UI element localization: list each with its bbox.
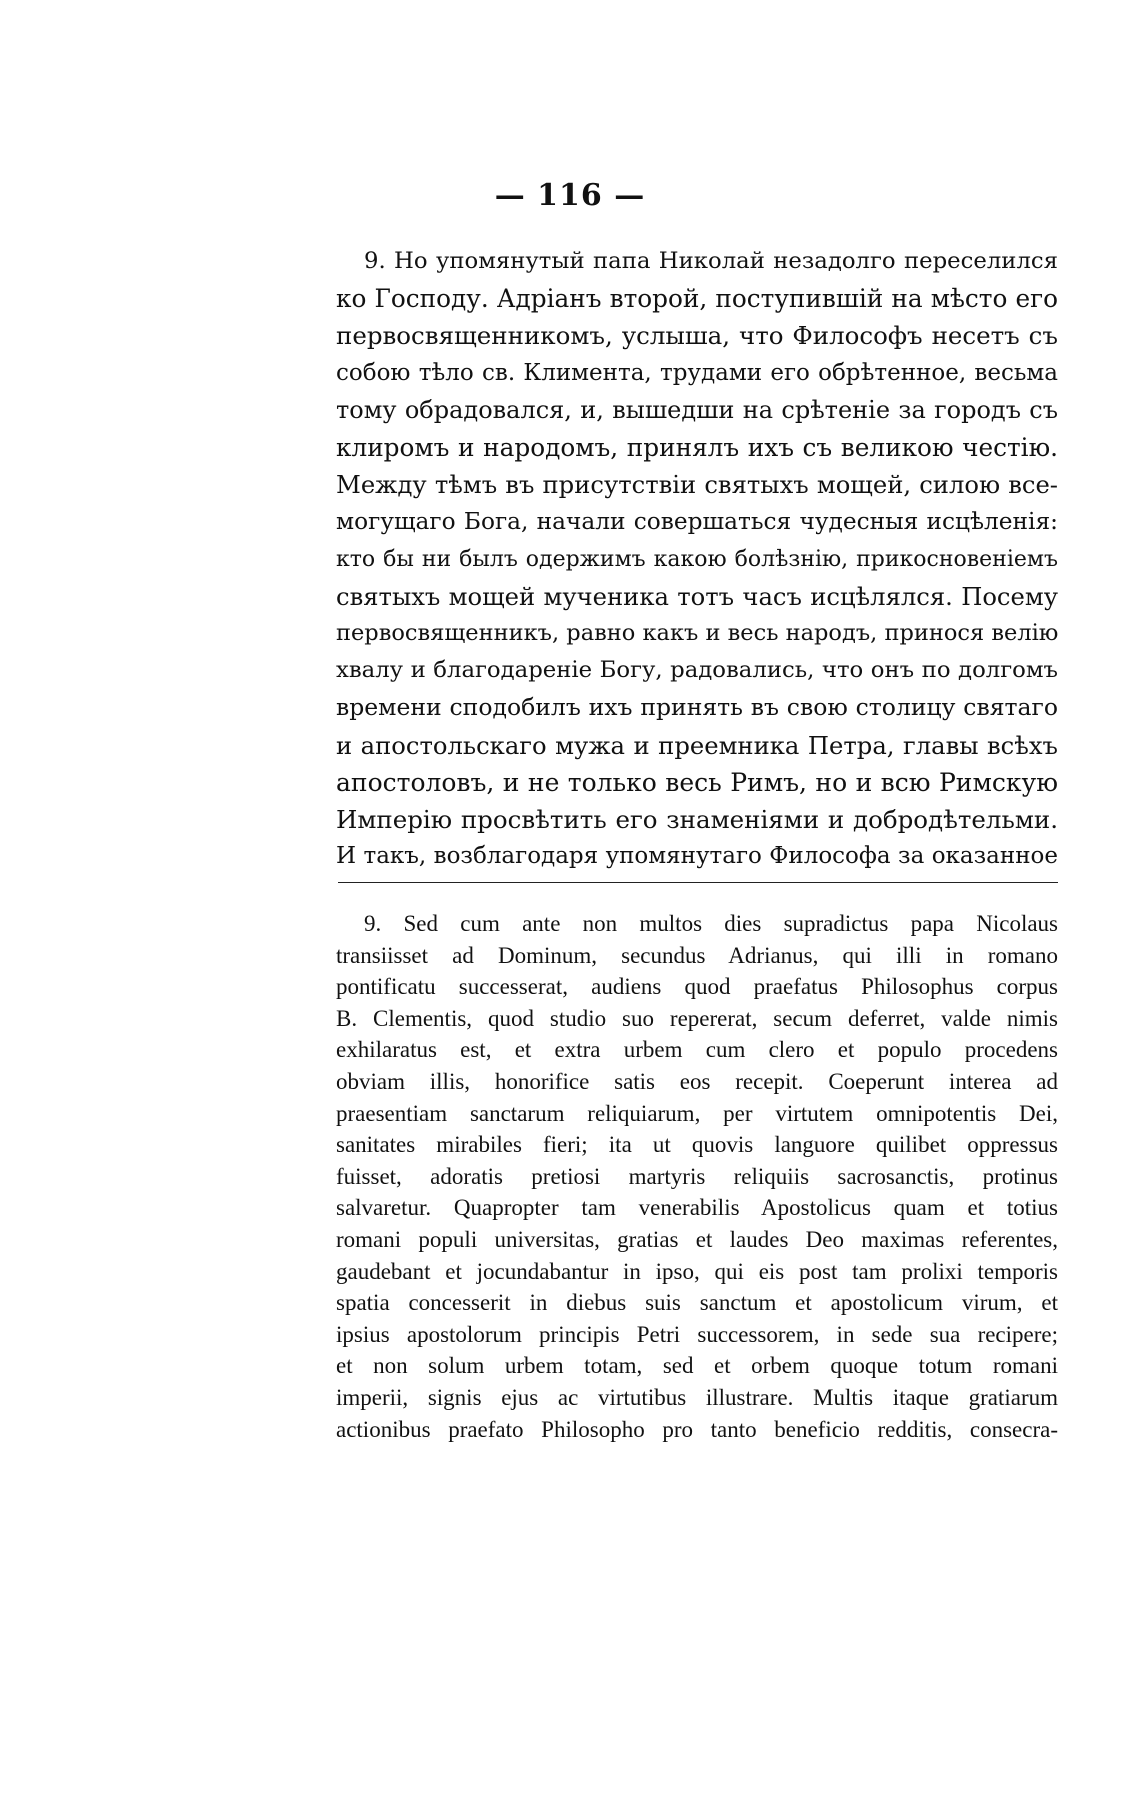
text-line: ко Господу. Адріанъ второй, поступившій на мѣсто его [336,284,1058,314]
footnote-line: obviam illis, honorifice satis eos recepit. Coeperunt interea ad [336,1068,1058,1094]
text-line: И такъ, возблагодаря упомянутаго Философа за оказанное [336,843,1058,870]
text-line: 9. Но упомянутый папа Николай незадолго переселился [364,248,1058,274]
footnote-line: praesentiam sanctarum reliquiarum, per virtutem omnipotentis Dei, [336,1100,1058,1126]
footnote-line: et non solum urbem totam, sed et orbem quoque totum romani [336,1353,1058,1379]
footnote-divider [338,882,1058,883]
text-line: хвалу и благодареніе Богу, радовались, что онъ по долгомъ [336,657,1058,684]
footnote-line: salvaretur. Quapropter tam venerabilis Apostolicus quam et totius [336,1195,1058,1221]
footnote-line: romani populi universitas, gratias et laudes Deo maximas referentes, [336,1226,1058,1252]
page-number: — 116 — [494,178,646,213]
footnote-text [336,908,1058,1445]
text-line: апостоловъ, и не только весь Римъ, но и всю Римскую [336,767,1058,797]
footnote-line: gaudebant et jocundabantur in ipso, qui eis post tam prolixi temporis [336,1258,1058,1284]
text-line: тому обрадовался, и, вышедши на срѣтеніе за городъ съ [336,395,1058,424]
footnote-line: ipsius apostolorum principis Petri successorem, in sede sua recipere; [336,1321,1058,1347]
text-line: времени сподобилъ ихъ принять въ свою столицу святаго [336,693,1058,722]
text-line: Имперію просвѣтить его знаменіями и добродѣтельми. [336,805,1058,835]
footnote-line: B. Clementis, quod studio suo repererat, secum deferret, valde nimis [336,1005,1058,1031]
footnote-line: exhilaratus est, et extra urbem cum clero et populo procedens [336,1037,1058,1063]
text-line: первосвященникомъ, услыша, что Философъ несетъ съ [336,321,1058,351]
footnote-line: sanitates mirabiles fieri; ita ut quovis languore quilibet oppressus [336,1132,1058,1158]
text-line: святыхъ мощей мученика тотъ часъ исцѣлялся. Посему [336,581,1058,611]
main-text [336,243,1058,875]
footnote-line: 9. Sed cum ante non multos dies supradictus papa Nicolaus [364,911,1058,936]
footnote-line: fuisset, adoratis pretiosi martyris reliquiis sacrosanctis, protinus [336,1163,1058,1189]
footnote-line: imperii, signis ejus ac virtutibus illustrare. Multis itaque gratiarum [336,1384,1058,1410]
text-line: первосвященникъ, равно какъ и весь народъ, принося велію [336,620,1059,647]
text-line: Между тѣмъ въ присутствіи святыхъ мощей, силою все- [336,470,1058,500]
footnote-line: actionibus praefato Philosopho pro tanto beneficio redditis, consecra- [336,1416,1058,1442]
footnote-line: spatia concesserit in diebus suis sanctum et apostolicum virum, et [336,1290,1058,1316]
text-line: кто бы ни былъ одержимъ какою болѣзнію, прикосновеніемъ [336,546,1058,572]
text-line: могущаго Бога, начали совершаться чудесныя исцѣленія: [336,508,1058,536]
text-line: собою тѣло св. Климента, трудами его обрѣтенное, весьма [336,359,1058,386]
footnote-line: pontificatu successerat, audiens quod praefatus Philosophus corpus [336,974,1058,1000]
text-line: клиромъ и народомъ, принялъ ихъ съ великою честію. [336,433,1058,463]
text-line: и апостольскаго мужа и преемника Петра, главы всѣхъ [336,730,1058,760]
footnote-line: transiisset ad Dominum, secundus Adrianus, qui illi in romano [336,942,1058,968]
